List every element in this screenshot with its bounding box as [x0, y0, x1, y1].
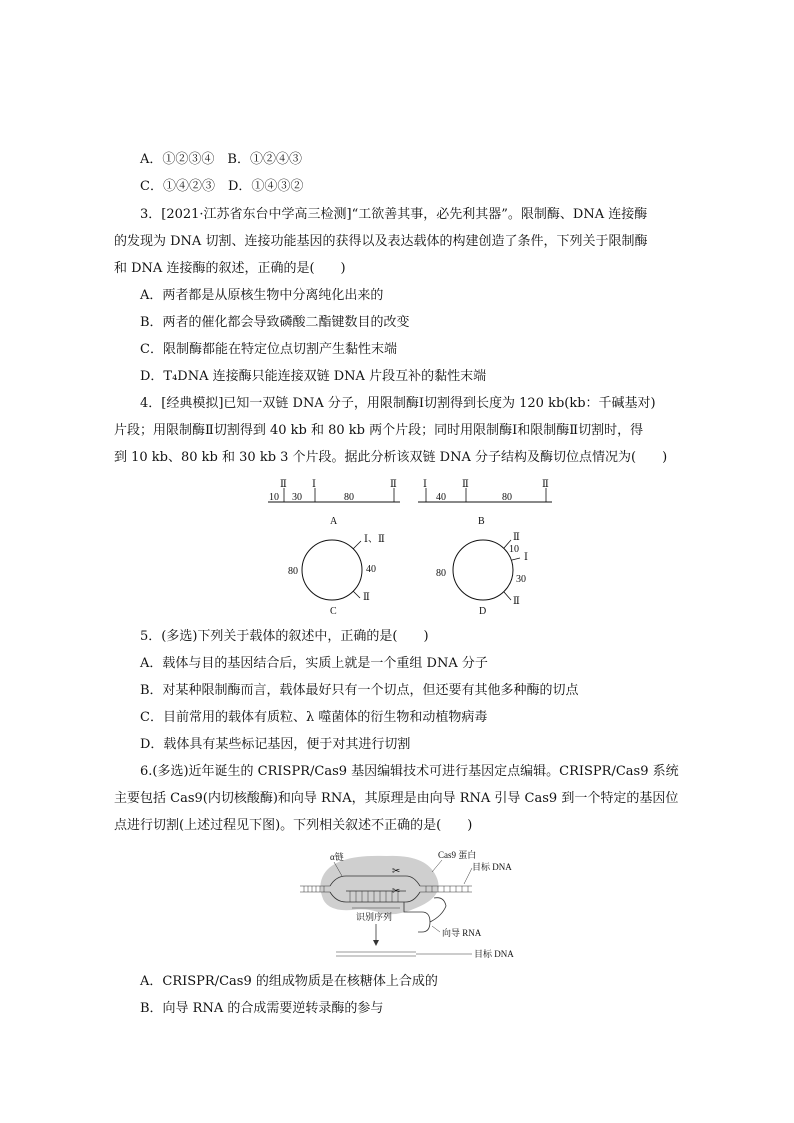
- q5-option-b: B．对某种限制酶而言，载体最好只有一个切点，但还要有其他多种酶的切点: [140, 683, 579, 698]
- cas9-protein-shape: [320, 856, 438, 914]
- c-site-2: Ⅱ: [363, 592, 370, 603]
- label-target-dna-bottom: 目标 DNA: [474, 949, 514, 959]
- d-site-2: Ⅰ: [524, 552, 528, 563]
- q5-option-d: D．载体具有某些标记基因，便于对其进行切割: [140, 737, 411, 752]
- q4-diagram: [260, 476, 560, 618]
- q4-diagram-d: [436, 532, 528, 617]
- q4-stem-line2: 片段；用限制酶Ⅱ切割得到 40 kb 和 80 kb 两个片段；同时用限制酶Ⅰ和限制酶Ⅱ切割时，得: [114, 423, 644, 438]
- q5-stem: 5．(多选)下列关于载体的叙述中，正确的是( ): [140, 629, 429, 644]
- q3-option-d: D．T₄DNA 连接酶只能连接双链 DNA 片段互补的黏性末端: [140, 369, 487, 384]
- d-seg-2: 30: [516, 574, 526, 585]
- a-site-1: Ⅱ: [280, 479, 287, 490]
- q4-diagram-b: [418, 479, 552, 527]
- q3-stem-line3: 和 DNA 连接酶的叙述，正确的是( ): [114, 261, 346, 276]
- q5-option-c: C．目前常用的载体有质粒、λ 噬菌体的衍生物和动植物病毒: [140, 710, 488, 725]
- d-site-3: Ⅱ: [513, 596, 520, 607]
- q6-option-b: B．向导 RNA 的合成需要逆转录酶的参与: [140, 1001, 384, 1016]
- b-site-1: Ⅰ: [423, 479, 427, 490]
- q3-stem-line1: 3．[2021·江苏省东台中学高三检测]“工欲善其事，必先利其器”。限制酶、DNA 连接酶: [140, 207, 648, 222]
- b-seg-1: 40: [436, 492, 446, 503]
- b-seg-2: 80: [502, 492, 512, 503]
- a-seg-1: 10: [269, 492, 279, 503]
- q3-option-a: A．两者都是从原核生物中分离纯化出来的: [140, 288, 384, 303]
- a-site-2: Ⅰ: [312, 479, 316, 490]
- label-guide-rna: 向导 RNA: [442, 928, 482, 938]
- d-seg-3: 80: [436, 568, 446, 579]
- q3-option-c: C．限制酶都能在特定位点切割产生黏性末端: [140, 342, 397, 357]
- label-cas9: Cas9 蛋白: [438, 850, 477, 860]
- q3-option-b: B．两者的催化都会导致磷酸二酯键数目的改变: [140, 315, 410, 330]
- a-seg-3: 80: [344, 492, 354, 503]
- label-target-dna: 目标 DNA: [472, 862, 512, 872]
- a-seg-2: 30: [292, 492, 302, 503]
- c-site-1: Ⅰ、Ⅱ: [364, 534, 385, 545]
- q6-stem-line1: 6.(多选)近年诞生的 CRISPR/Cas9 基因编辑技术可进行基因定点编辑。CRISPR/Cas9 系统: [140, 764, 679, 779]
- c-seg-1: 80: [288, 566, 298, 577]
- d-site-1: Ⅱ: [513, 532, 520, 543]
- a-site-3: Ⅱ: [390, 479, 397, 490]
- q4-stem-line3: 到 10 kb、80 kb 和 30 kb 3 个片段。据此分析该双链 DNA 分子结构及酶切位点情况为( ): [114, 450, 668, 465]
- q3-stem-line2: 的发现为 DNA 切割、连接功能基因的获得以及表达载体的构建创造了条件，下列关于限制酶: [114, 234, 648, 249]
- c-label: C: [330, 606, 337, 617]
- label-alpha-chain: α链: [330, 852, 344, 862]
- q4-diagram-a: [268, 479, 400, 527]
- q6-stem-line2: 主要包括 Cas9(内切核酸酶)和向导 RNA，其原理是由向导 RNA 引导 Cas9 到一个特定的基因位: [114, 791, 679, 806]
- scissors-icon-top: ✂: [392, 866, 401, 877]
- q2-options-line2: C．①④②③ D．①④③②: [140, 179, 304, 194]
- q2-options-line1: A．①②③④ B．①②④③: [140, 152, 302, 167]
- q6-option-a: A．CRISPR/Cas9 的组成物质是在核糖体上合成的: [140, 974, 438, 989]
- b-label: B: [478, 516, 485, 527]
- q5-option-a: A．载体与目的基因结合后，实质上就是一个重组 DNA 分子: [140, 656, 488, 671]
- d-label: D: [479, 606, 487, 617]
- d-seg-1: 10: [509, 544, 519, 555]
- b-site-3: Ⅱ: [542, 479, 549, 490]
- a-label: A: [330, 516, 338, 527]
- b-site-2: Ⅱ: [462, 479, 469, 490]
- c-seg-2: 40: [366, 564, 376, 575]
- q4-diagram-c: [288, 534, 385, 617]
- scissors-icon-bottom: ✂: [392, 886, 401, 897]
- q6-stem-line3: 点进行切割(上述过程见下图)。下列相关叙述不正确的是( ): [114, 818, 473, 833]
- label-recognition: 识别序列: [356, 912, 393, 922]
- q4-stem-line1: 4．[经典模拟]已知一双链 DNA 分子，用限制酶Ⅰ切割得到长度为 120 kb(kb：千碱基对): [140, 396, 656, 411]
- q6-figure: [296, 846, 536, 962]
